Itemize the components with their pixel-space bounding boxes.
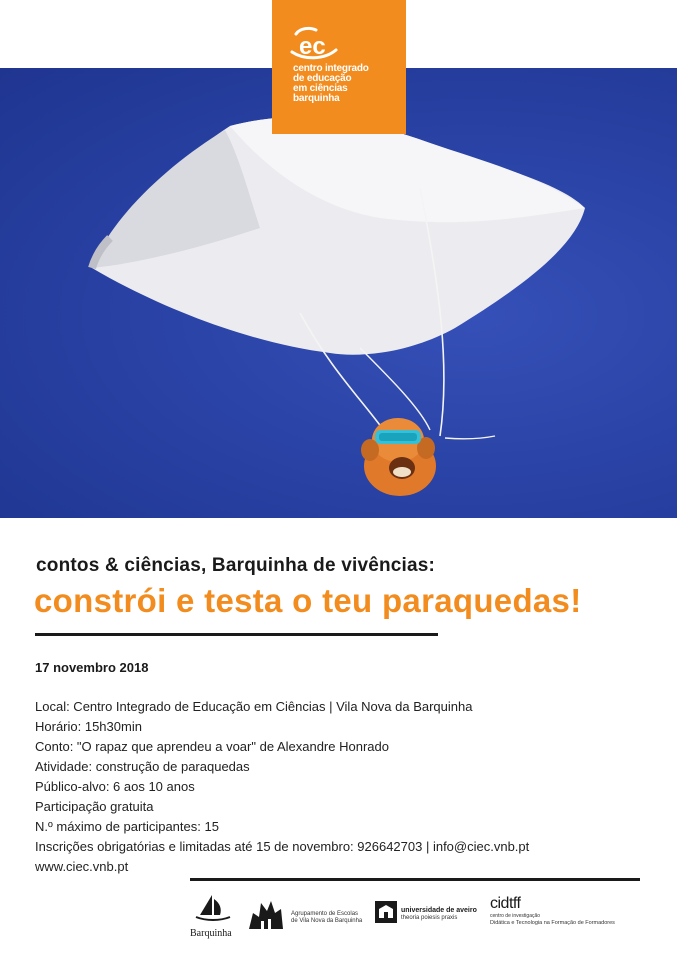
detail-registration[interactable]: Inscrições obrigatórias e limitadas até 15 de novembro: 926642703 | info@ciec.vnb.pt <box>35 839 530 854</box>
event-details <box>35 697 529 877</box>
detail-max-participants: N.º máximo de participantes: 15 <box>35 819 219 834</box>
event-subtitle: contos & ciências, Barquinha de vivências: <box>36 555 436 576</box>
detail-website[interactable]: www.ciec.vnb.pt <box>35 859 129 874</box>
ciec-logo <box>272 0 406 134</box>
ciec-logo-icon <box>290 24 344 60</box>
svg-text:ec: ec <box>299 33 326 60</box>
agrupamento-logo: Agrupamento de Escolas de Vila Nova da Barquinha <box>247 899 367 939</box>
aveiro-icon <box>375 901 397 923</box>
detail-story: Conto: "O rapaz que aprendeu a voar" de Alexandre Honrado <box>35 739 389 754</box>
ciec-logo-text: centro integrado de educação em ciências barquinha <box>293 63 369 104</box>
divider <box>35 633 438 636</box>
paraglider-illustration <box>0 68 677 518</box>
partner-logos <box>185 893 645 943</box>
event-date: 17 novembro 2018 <box>35 660 149 675</box>
cidtff-logo: cidtff centro de investigação Didática e Tecnologia na Formação de Formadores <box>490 895 615 926</box>
detail-price: Participação gratuita <box>35 799 154 814</box>
detail-activity: Atividade: construção de paraquedas <box>35 759 250 774</box>
detail-time: Horário: 15h30min <box>35 719 142 734</box>
detail-location: Local: Centro Integrado de Educação em Ciências | Vila Nova da Barquinha <box>35 699 473 714</box>
aveiro-logo: universidade de aveiro theoria poiesis praxis <box>375 901 485 935</box>
barquinha-logo: Barquinha <box>190 893 235 941</box>
detail-audience: Público-alvo: 6 aos 10 anos <box>35 779 195 794</box>
school-icon <box>247 899 285 933</box>
footer-divider <box>190 878 640 881</box>
boat-icon <box>190 893 235 923</box>
hero-photo <box>0 68 677 518</box>
event-title: constrói e testa o teu paraquedas! <box>34 582 582 619</box>
